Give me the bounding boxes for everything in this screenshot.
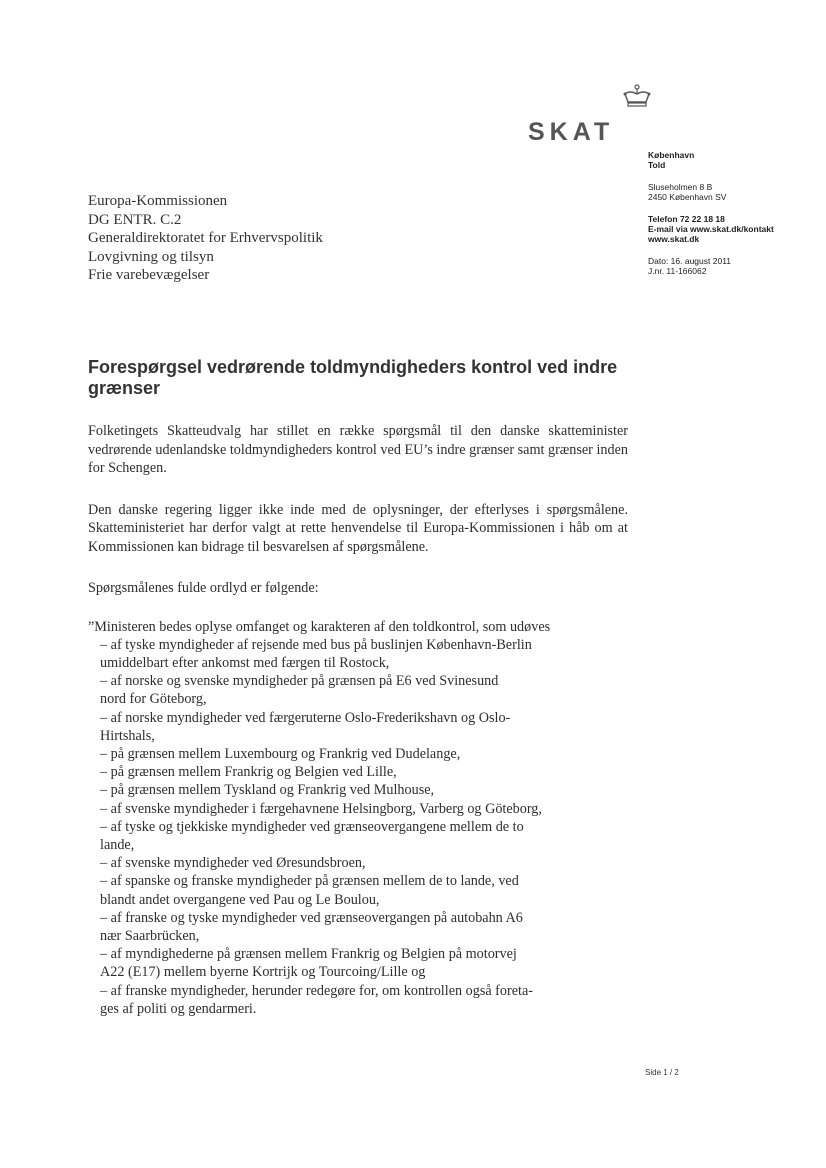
question-line: A22 (E17) mellem byerne Kortrijk og Tourcoing/Lille og	[100, 964, 426, 981]
question-list-item	[88, 982, 628, 1018]
letter-date: Dato: 16. august 2011	[648, 256, 732, 266]
letter-title: Forespørgsel vedrørende toldmyndigheders kontrol ved indre grænser	[88, 357, 618, 398]
recipient-line: Lovgivning og tilsyn	[88, 248, 214, 265]
question-line: – af norske myndigheder ved færgeruterne Oslo-Frederikshavn og Oslo-	[100, 709, 511, 726]
question-line: blandt andet overgangene ved Pau og Le Boulou,	[100, 891, 380, 908]
question-line: – af myndighederne på grænsen mellem Frankrig og Belgien på motorvej	[100, 946, 517, 963]
letter-body	[88, 422, 628, 1018]
sender-block	[648, 150, 823, 276]
question-quote	[88, 618, 628, 1018]
sender-department: Told	[648, 160, 666, 170]
page-number: Side 1 / 2	[645, 1068, 679, 1077]
question-list-item	[88, 672, 628, 708]
question-list-item	[88, 763, 628, 781]
question-list-item	[88, 636, 628, 672]
question-list-item	[88, 872, 628, 908]
question-line: – på grænsen mellem Luxembourg og Frankrig ved Dudelange,	[100, 745, 461, 762]
question-line: umiddelbart efter ankomst med færgen til Rostock,	[100, 654, 390, 671]
question-line: – af norske og svenske myndigheder på grænsen på E6 ved Svinesund	[100, 673, 499, 690]
question-line: ges af politi og gendarmeri.	[100, 1000, 257, 1017]
question-line: nord for Göteborg,	[100, 691, 207, 708]
question-list-item	[88, 854, 628, 872]
sender-email: E-mail via www.skat.dk/kontakt	[648, 224, 774, 234]
question-line: – af svenske myndigheder ved Øresundsbroen,	[100, 855, 366, 872]
question-list-item	[88, 745, 628, 763]
question-line: nær Saarbrücken,	[100, 927, 200, 944]
paragraph-2: Den danske regering ligger ikke inde med de oplysninger, der efterlyses i spørgsmålene. Skatteministeriet har derfor valgt at rette henvendelse til Europa-Kommissionen i håb om at Kommissionen kan bidrage til besvarelsen af spørgsmålene.	[88, 501, 628, 555]
question-list-item	[88, 818, 628, 854]
question-list-item	[88, 709, 628, 745]
question-line: Hirtshals,	[100, 727, 155, 744]
journal-number: J.nr. 11-166062	[648, 266, 707, 276]
question-line: – af franske myndigheder, herunder redegøre for, om kontrollen også foreta-	[100, 982, 533, 999]
skat-logo: SKAT	[528, 118, 615, 146]
question-list-item	[88, 909, 628, 945]
question-line: – af tyske og tjekkiske myndigheder ved grænseovergangene mellem de to	[100, 818, 524, 835]
recipient-line: Europa-Kommissionen	[88, 193, 228, 209]
question-line: – af svenske myndigheder i færgehavnene Helsingborg, Varberg og Göteborg,	[100, 800, 542, 817]
recipient-line: Generaldirektoratet for Erhvervspolitik	[88, 230, 323, 247]
question-list-item	[88, 945, 628, 981]
recipient-line: DG ENTR. C.2	[88, 211, 182, 228]
recipient-line: Frie varebevægelser	[88, 267, 210, 284]
sender-web: www.skat.dk	[648, 234, 700, 244]
crown-logo-icon	[622, 84, 652, 110]
quote-intro: ”Ministeren bedes oplyse omfanget og karakteren af den toldkontrol, som udøves	[88, 618, 551, 635]
paragraph-3: Spørgsmålenes fulde ordlyd er følgende:	[88, 580, 319, 596]
question-list-item	[88, 781, 628, 799]
question-line: – af tyske myndigheder af rejsende med bus på buslinjen København-Berlin	[100, 636, 532, 653]
sender-office: København	[648, 150, 695, 160]
paragraph-1: Folketingets Skatteudvalg har stillet en række spørgsmål til den danske skatteminister vedrørende udenlandske toldmyndigheders kontrol ved EU’s indre grænser samt grænser inden for Schengen.	[88, 423, 628, 476]
sender-phone: Telefon 72 22 18 18	[648, 214, 725, 224]
recipient-address	[88, 192, 323, 285]
question-line: – af spanske og franske myndigheder på grænsen mellem de to lande, ved	[100, 873, 519, 890]
question-line: lande,	[100, 836, 135, 853]
sender-street: Sluseholmen 8 B	[648, 182, 713, 192]
sender-city: 2450 København SV	[648, 192, 727, 202]
question-line: – på grænsen mellem Tyskland og Frankrig ved Mulhouse,	[100, 782, 435, 799]
question-list-item	[88, 800, 628, 818]
question-line: – af franske og tyske myndigheder ved grænseovergangen på autobahn A6	[100, 909, 523, 926]
question-line: – på grænsen mellem Frankrig og Belgien ved Lille,	[100, 764, 397, 781]
